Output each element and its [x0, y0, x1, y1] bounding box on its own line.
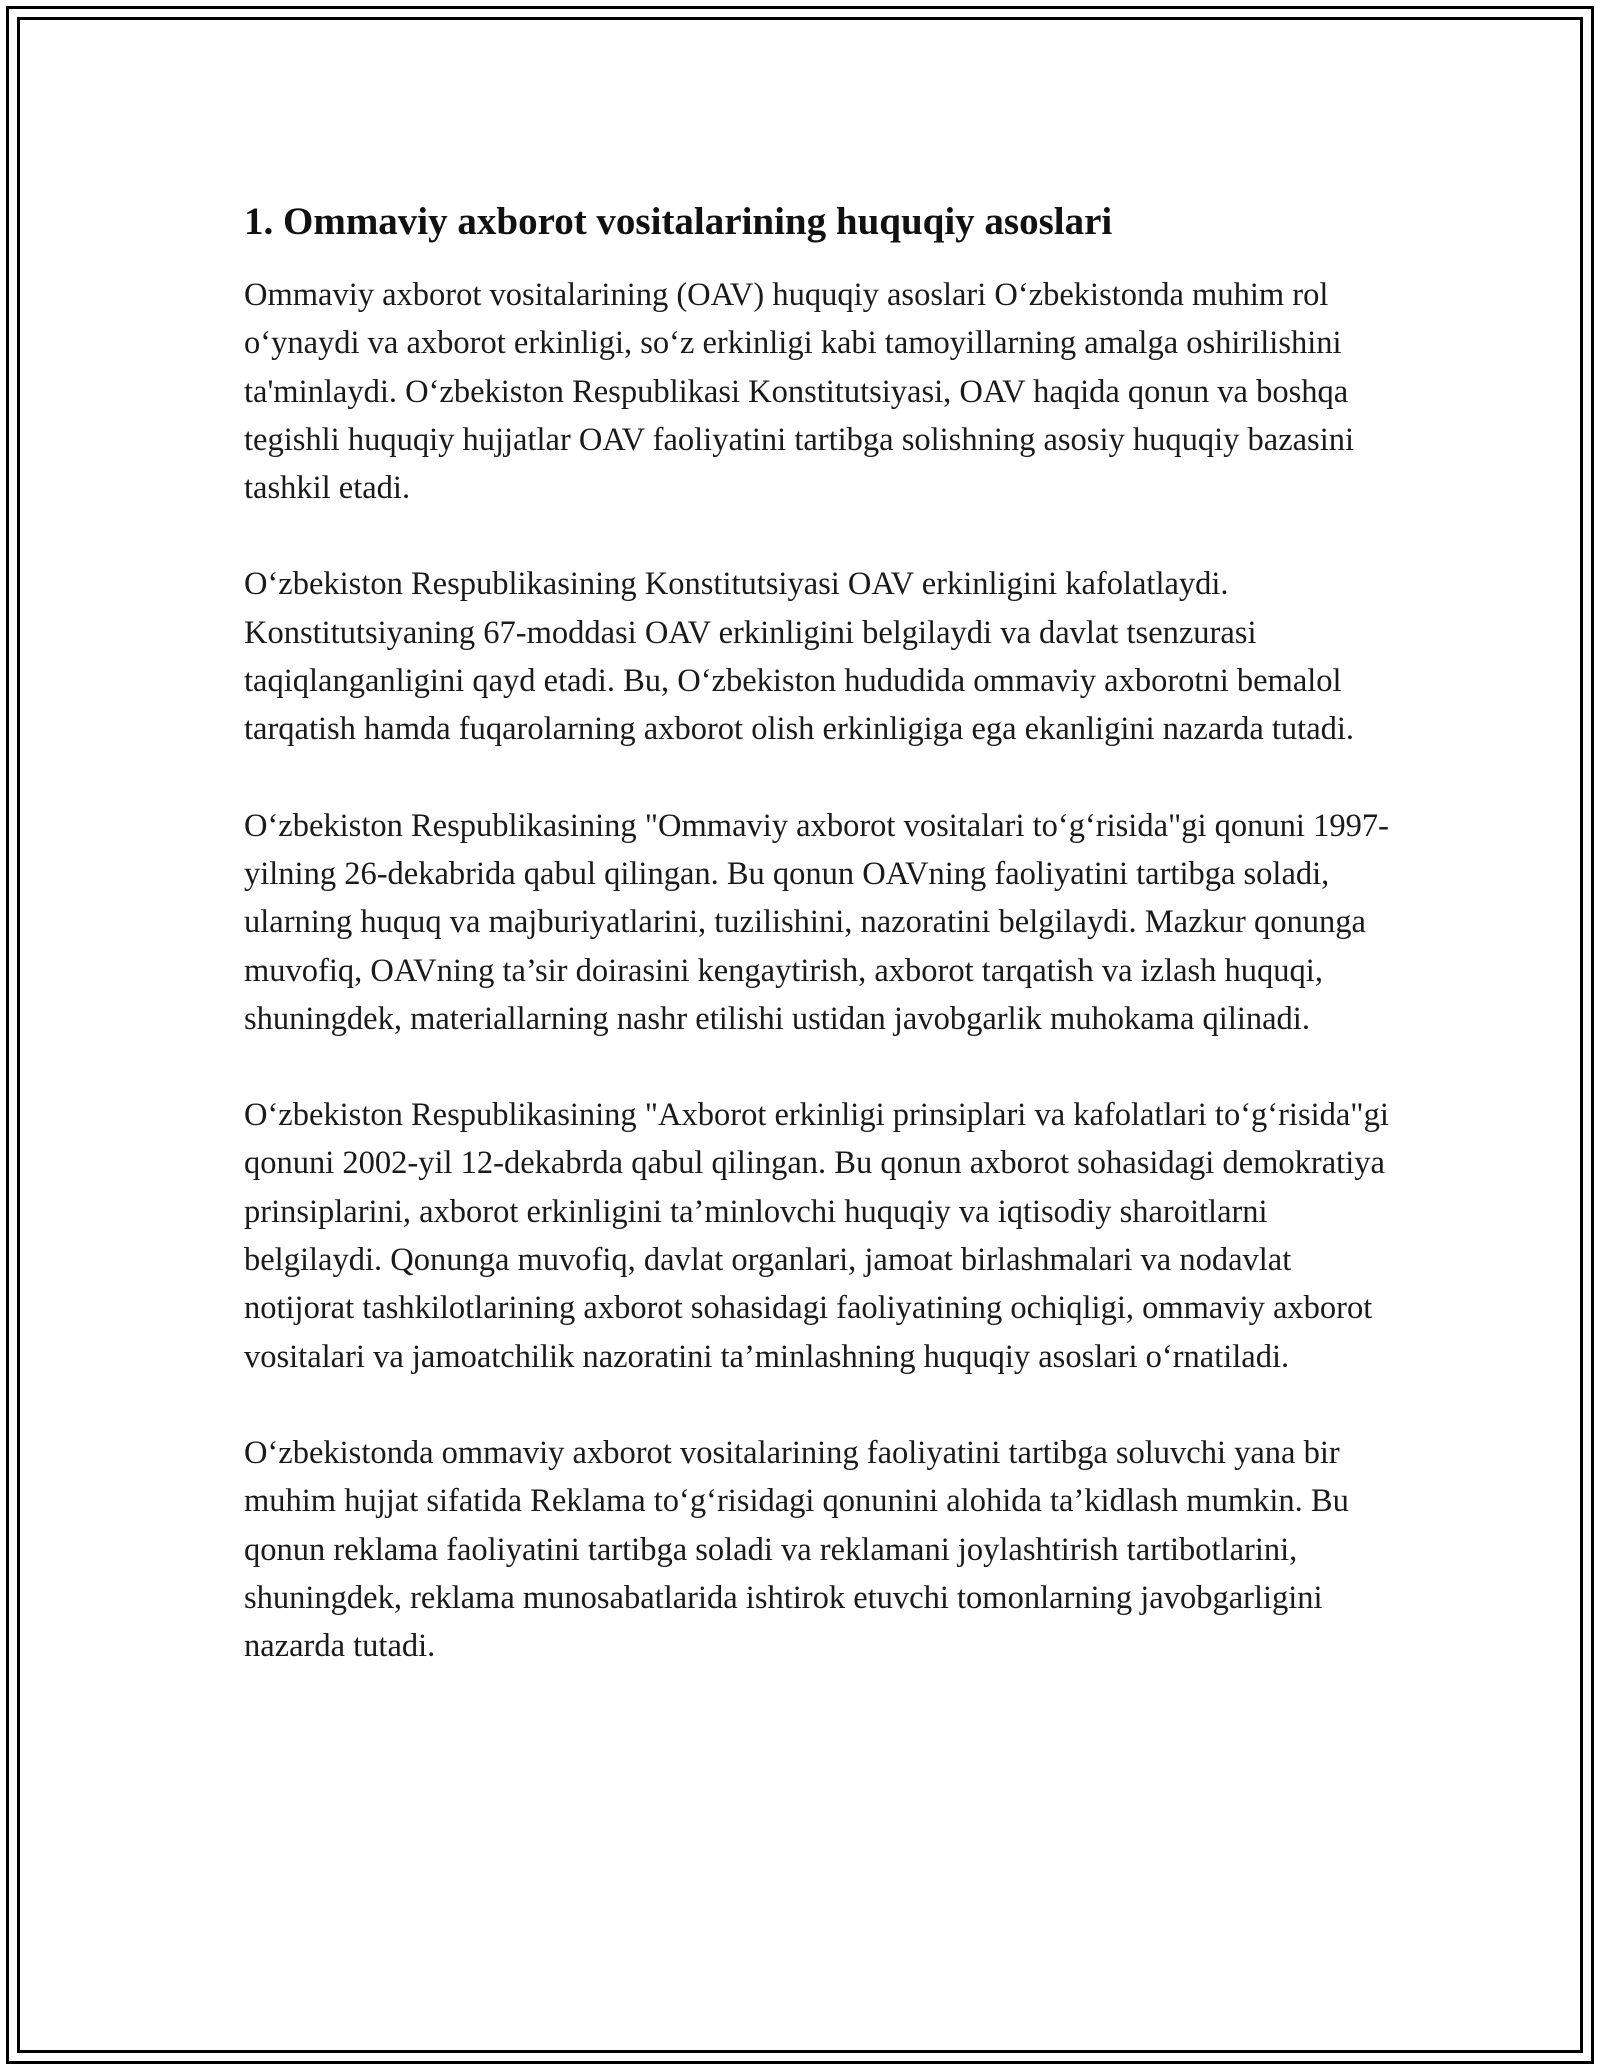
paragraph-advertising-law: O‘zbekistonda ommaviy axborot vositalarining faoliyatini tartibga soluvchi yana bir muhim hujjat sifatida Reklama to‘g‘risidagi qonunini alohida ta’kidlash mumkin. Bu qonun reklama faoliyatini tartibga soladi va reklamani joylashtirish tartibotlarini, shuningdek, reklama munosabatlarida ishtirok etuvchi tomonlarning javobgarligini nazarda tutadi. — [244, 1434, 1349, 1665]
page-border-outer — [6, 6, 1594, 2064]
paragraph-oav-legal-basis: Ommaviy axborot vositalarining (OAV) huquqiy asoslari O‘zbekistonda muhim rol o‘ynaydi va axborot erkinligi, so‘z erkinligi kabi tamoyillarning amalga oshirilishini ta'minlaydi. O‘zbekiston Respublikasi Konstitutsiyasi, OAV haqida qonun va boshqa tegishli huquqiy hujjatlar OAV faoliyatini tartibga solishning asosiy huquqiy bazasini tashkil etadi. — [244, 277, 1354, 507]
document-title: 1. Ommaviy axborot vositalarining huquqiy asoslari — [244, 200, 1113, 243]
paragraph-constitution: O‘zbekiston Respublikasining Konstitutsiyasi OAV erkinligini kafolatlaydi. Konstitutsiyaning 67-moddasi OAV erkinligini belgilaydi va davlat tsenzurasi taqiqlanganligini qayd etadi. Bu, O‘zbekiston hududida ommaviy axborotni bemalol tarqatish hamda fuqarolarning axborot olish erkinligiga ega ekanligini nazarda tutadi. — [244, 566, 1355, 748]
document-body — [244, 196, 1394, 1670]
paragraph-mass-media-law: O‘zbekiston Respublikasining "Ommaviy axborot vositalari to‘g‘risida"gi qonuni 1997-yilning 26-dekabrida qabul qilingan. Bu qonun OAVning faoliyatini tartibga soladi, ularning huquq va majburiyatlarini, tuzilishini, nazoratini belgilaydi. Mazkur qonunga muvofiq, OAVning ta’sir doirasini kengaytirish, axborot tarqatish va izlash huquqi, shuningdek, materiallarning nashr etilishi ustidan javobgarlik muhokama qilinadi. — [244, 807, 1389, 1037]
paragraph-freedom-of-information-law: O‘zbekiston Respublikasining "Axborot erkinligi prinsiplari va kafolatlari to‘g‘risida"gi qonuni 2002-yil 12-dekabrda qabul qilingan. Bu qonun axborot sohasidagi demokratiya prinsiplarini, axborot erkinligini ta’minlovchi huquqiy va iqtisodiy sharoitlarni belgilaydi. Qonunga muvofiq, davlat organlari, jamoat birlashmalari va nodavlat notijorat tashkilotlarining axborot sohasidagi faoliyatining ochiqligi, ommaviy axborot vositalari va jamoatchilik nazoratini ta’minlashning huquqiy asoslari o‘rnatiladi. — [244, 1097, 1389, 1375]
